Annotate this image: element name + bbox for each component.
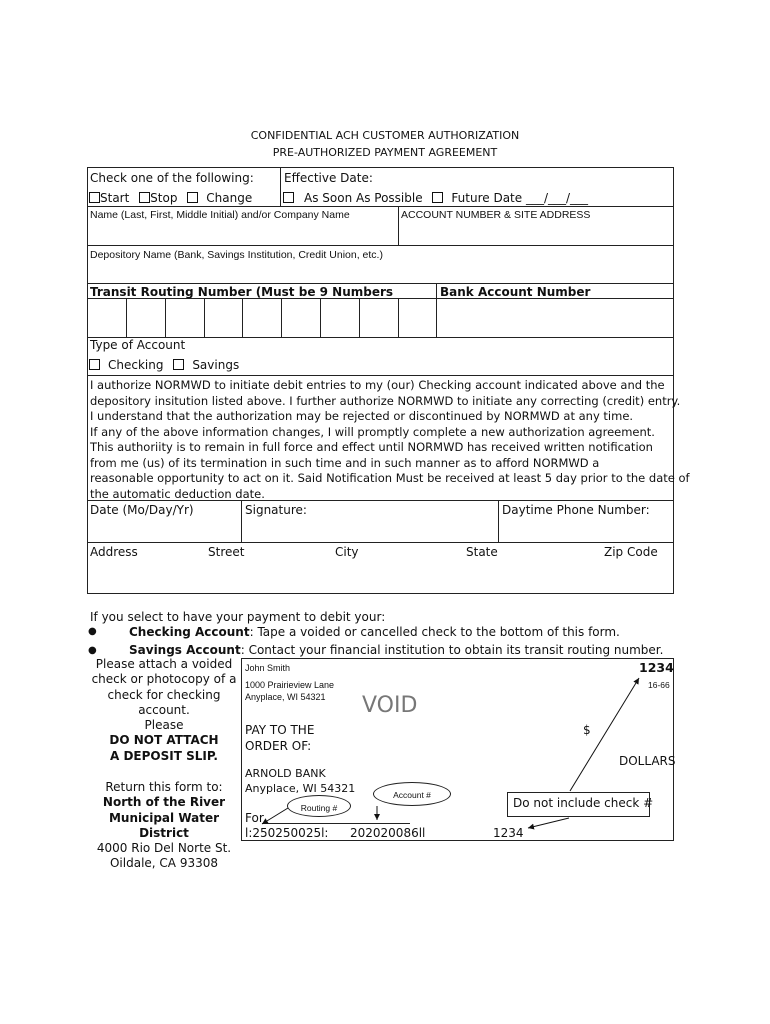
state-label: State [466,545,498,559]
micr-routing: l:250250025l: [245,826,329,840]
account-type-label: Type of Account [90,338,186,352]
check-number: 1234 [639,660,674,675]
check-fraction: 16-66 [648,680,670,690]
void-stamp: VOID [362,693,418,718]
micr-check-number: 1234 [493,826,524,840]
arrow-to-routing [262,808,288,824]
start-label: Start [100,191,130,205]
effective-date-label: Effective Date: [284,171,373,185]
payer-city: Anyplace, WI 54321 [245,692,326,702]
check-number-note: Do not include check # [507,792,650,817]
savings-label: Savings [192,358,240,372]
dollar-sign: $ [583,723,591,737]
address-field-label[interactable]: Address [90,545,138,559]
account-bubble: Account # [373,782,451,806]
checking-label: Checking [108,358,164,372]
instructions-intro: If you select to have your payment to debit your: [90,610,386,624]
change-label: Change [206,191,253,205]
city-label: City [335,545,359,559]
savings-instruction-title: Savings Account [129,643,241,657]
stop-label: Stop [150,191,178,205]
street-label: Street [208,545,245,559]
account-site-field-label[interactable]: ACCOUNT NUMBER & SITE ADDRESS [401,209,591,221]
dollars-label: DOLLARS [619,754,676,768]
arrow-to-check-number [570,678,639,791]
phone-field-label[interactable]: Daytime Phone Number: [502,503,650,517]
name-field-label[interactable]: Name (Last, First, Middle Initial) and/or Company Name [90,209,350,221]
attach-instructions: Please attach a voided check or photocopy of a check for checking account. Please DO NOT ATTACH A DEPOSIT SLIP. [91,657,237,763]
zip-label: Zip Code [604,545,658,559]
bullet-icon: ● [88,645,97,656]
bank-city: Anyplace, WI 54321 [245,782,356,795]
authorization-text: I authorize NORMWD to initiate debit entries to my (our) Checking account indicated above and the depository insitution listed above. I further authorize NORMWD to initiate any correcting (credit) entry. I understand that the authorization may be rejected or discontinued by NORMWD at any time. If any of the above information changes, I will promptly complete a new authorization agreement. This authoriity is to remain in full force and effect until NORMWD has received written notification from me (us) of its termination in such time and in such manner as to afford NORMWD a reasonable opportunity to act on it. Said Notification Must be received at least 5 day prior to the date of the automatic deduction date. [90,378,690,501]
pay-to-label: PAY TO THE [245,723,315,737]
bank-name: ARNOLD BANK [245,767,326,780]
form-title: CONFIDENTIAL ACH CUSTOMER AUTHORIZATION [250,129,520,142]
payer-street: 1000 Prairieview Lane [245,680,335,690]
order-of-label: ORDER OF: [245,739,312,753]
micr-account: 202020086ll [350,826,426,840]
form-subtitle: PRE-AUTHORIZED PAYMENT AGREEMENT [272,146,498,159]
payer-name: John Smith [245,663,291,673]
check-one-label: Check one of the following: [90,171,254,185]
future-date-label[interactable]: Future Date ___/___/___ [451,191,589,205]
arrow-to-micr-check [528,818,569,828]
routing-bubble: Routing # [287,795,351,817]
checking-instruction-title: Checking Account [129,625,250,639]
savings-instruction-text: : Contact your financial institution to obtain its transit routing number. [240,643,664,657]
bullet-icon: ● [88,626,97,637]
asap-label: As Soon As Possible [304,191,423,205]
bank-account-label: Bank Account Number [440,285,591,299]
checking-instruction-text: : Tape a voided or cancelled check to the bottom of this form. [249,625,620,639]
date-field-label[interactable]: Date (Mo/Day/Yr) [90,503,194,517]
signature-field-label[interactable]: Signature: [245,503,307,517]
transit-routing-label: Transit Routing Number (Must be 9 Numbers [90,285,394,299]
depository-field-label[interactable]: Depository Name (Bank, Savings Institution, Credit Union, etc.) [90,249,383,261]
for-label: For [245,811,264,825]
return-address: Return this form to: North of the River Municipal Water District 4000 Rio Del Norte St. Oildale, CA 93308 [96,780,232,871]
